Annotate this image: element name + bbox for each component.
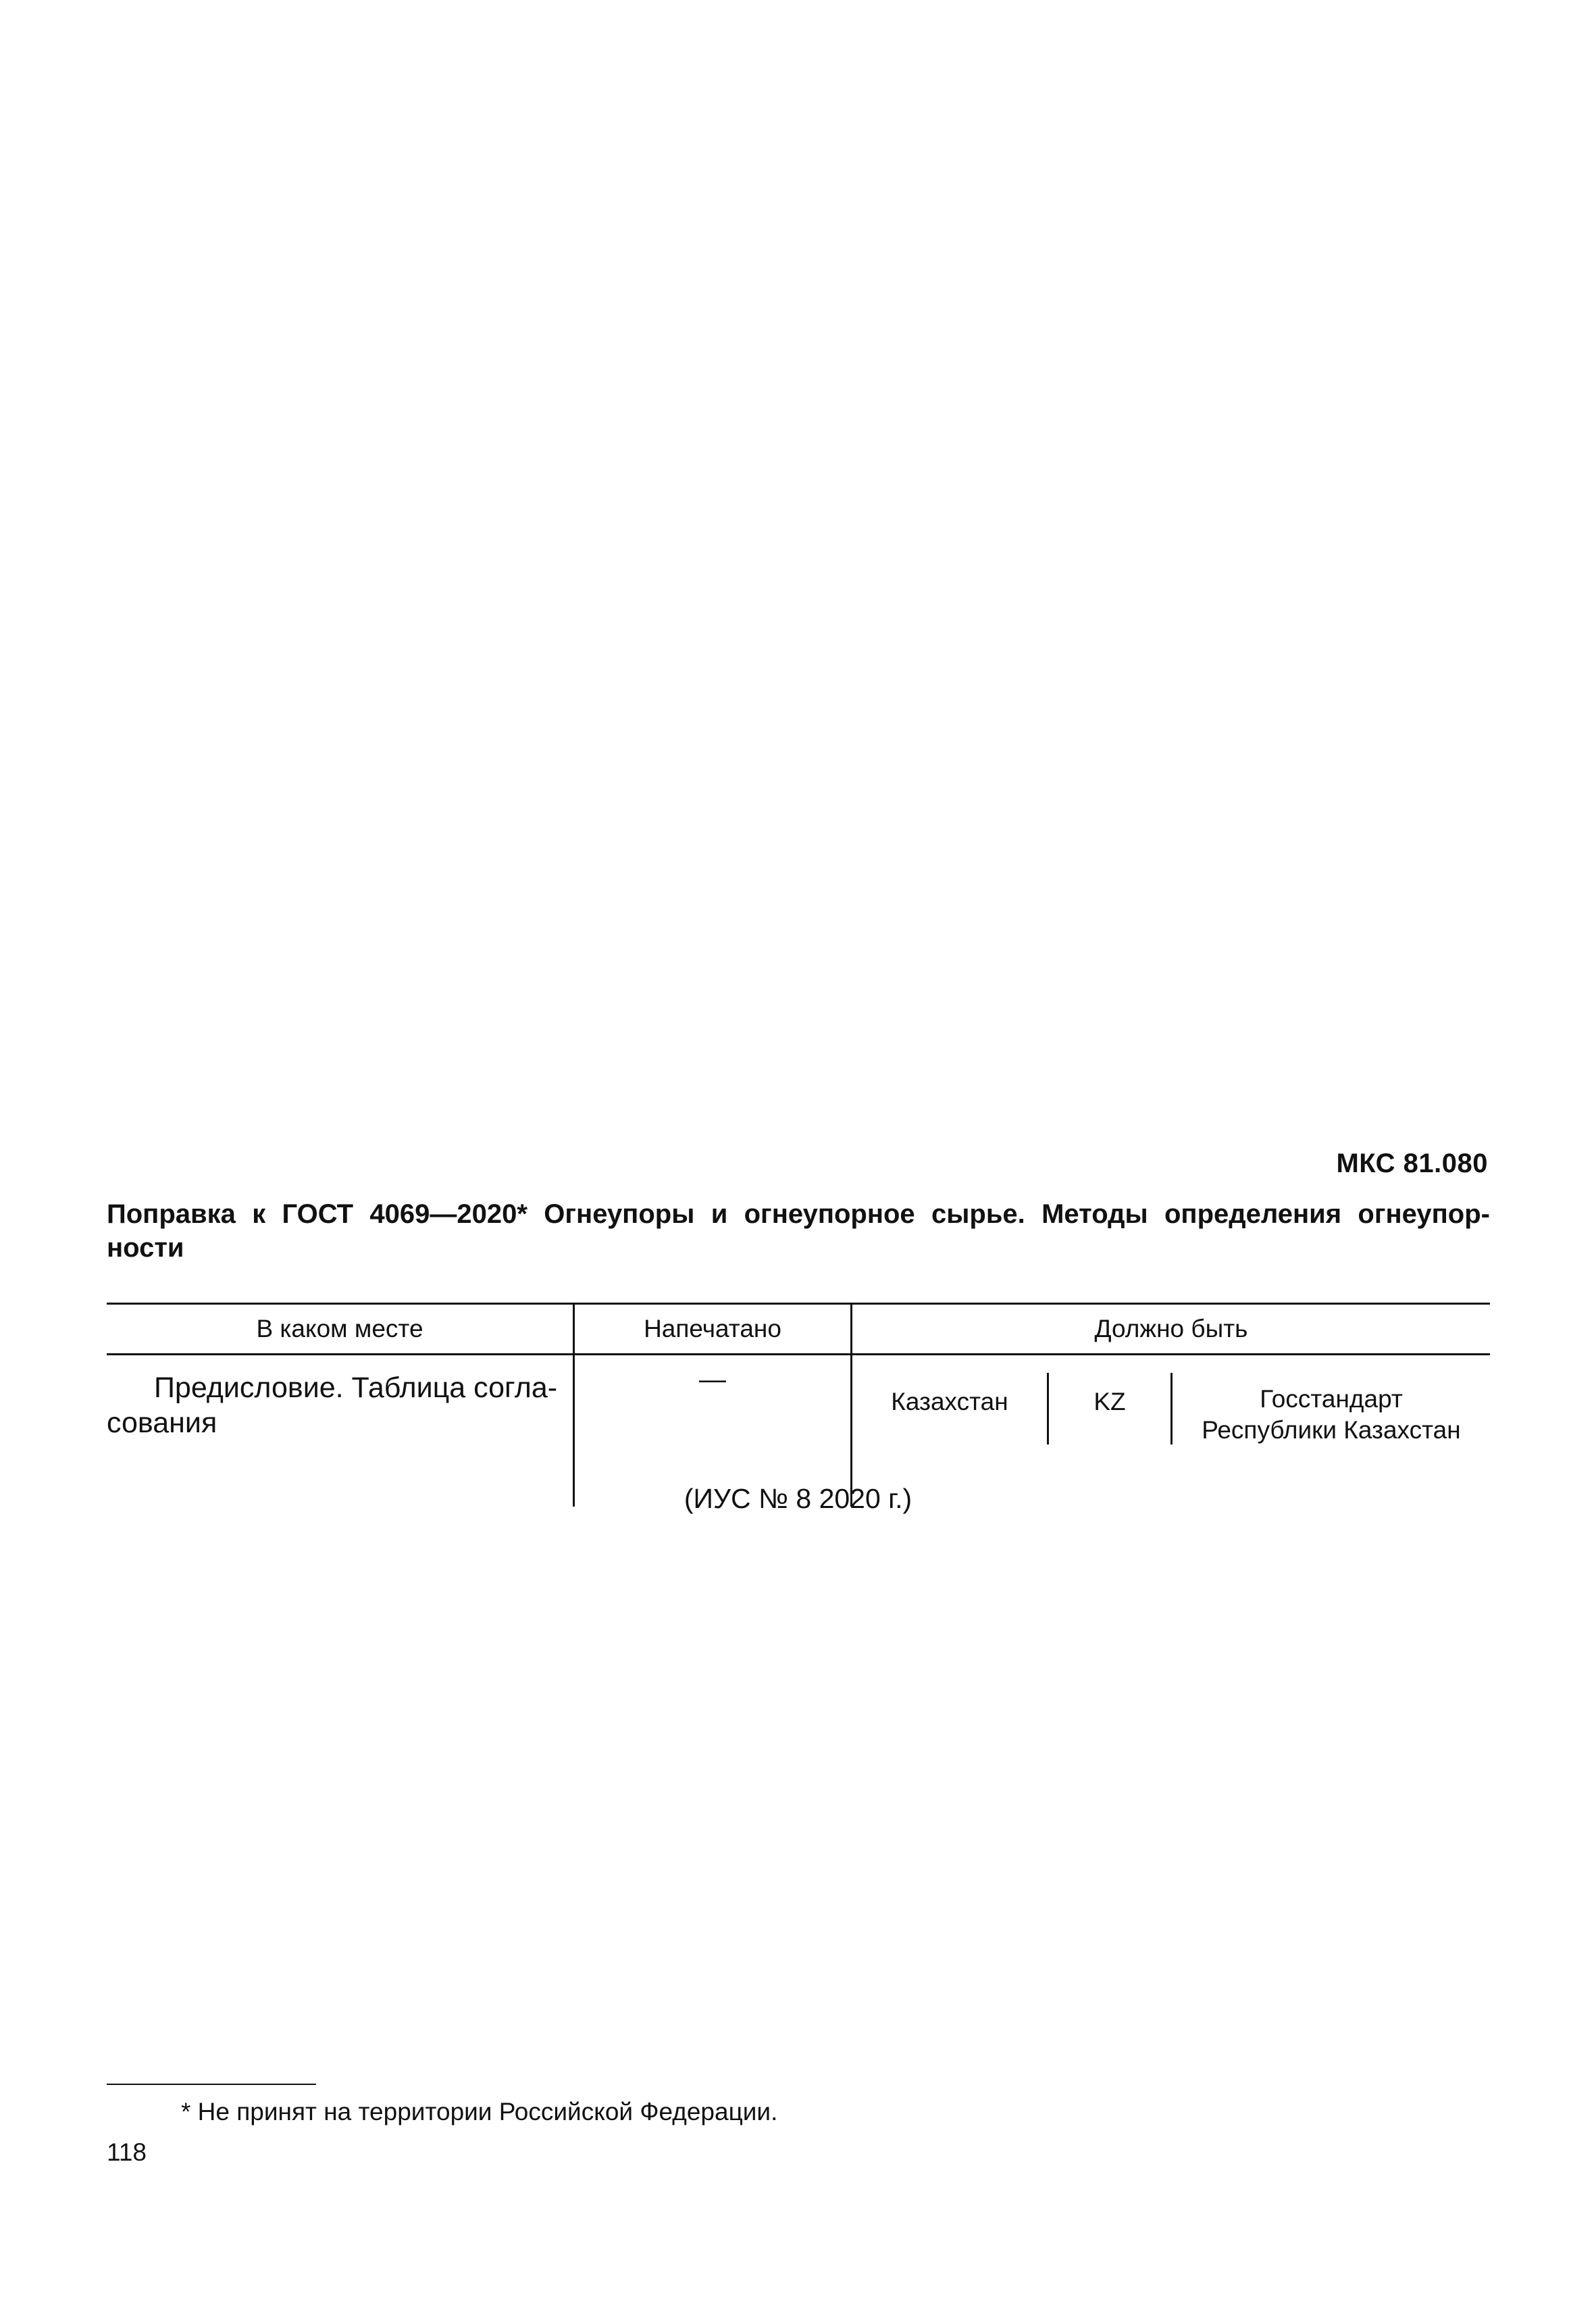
title-line-1: Поправка к ГОСТ 4069—2020* Огнеупоры и огнеупорное сырье. Методы определения огнеупор-	[107, 1199, 1490, 1229]
org-line-2: Республики Казахстан	[1202, 1416, 1461, 1444]
should-be-country: Казахстан	[891, 1388, 1008, 1415]
header-place: В каком месте	[107, 1304, 574, 1355]
printed-value: —	[699, 1365, 726, 1394]
header-printed: Напечатано	[574, 1304, 852, 1355]
header-should-be: Должно быть	[852, 1304, 1491, 1355]
source-reference: (ИУС № 8 2020 г.)	[684, 1483, 912, 1514]
place-line-2: сования	[107, 1407, 217, 1439]
org-line-1: Госстандарт	[1260, 1385, 1403, 1413]
title-line-2: ности	[107, 1233, 184, 1263]
amendment-title	[107, 1197, 1490, 1265]
mks-code: МКС 81.080	[1336, 1149, 1488, 1178]
footnote-divider	[107, 2084, 316, 2085]
should-be-group	[852, 1373, 1490, 1444]
page-number: 118	[107, 2138, 147, 2166]
place-line-1: Предисловие. Таблица согла-	[154, 1372, 558, 1404]
footnote: * Не принят на территории Российской Федерации.	[181, 2098, 778, 2126]
correction-table	[107, 1303, 1490, 1507]
table-header-row	[107, 1304, 1490, 1355]
should-be-org	[1170, 1373, 1490, 1444]
should-be-code: KZ	[1047, 1373, 1170, 1444]
